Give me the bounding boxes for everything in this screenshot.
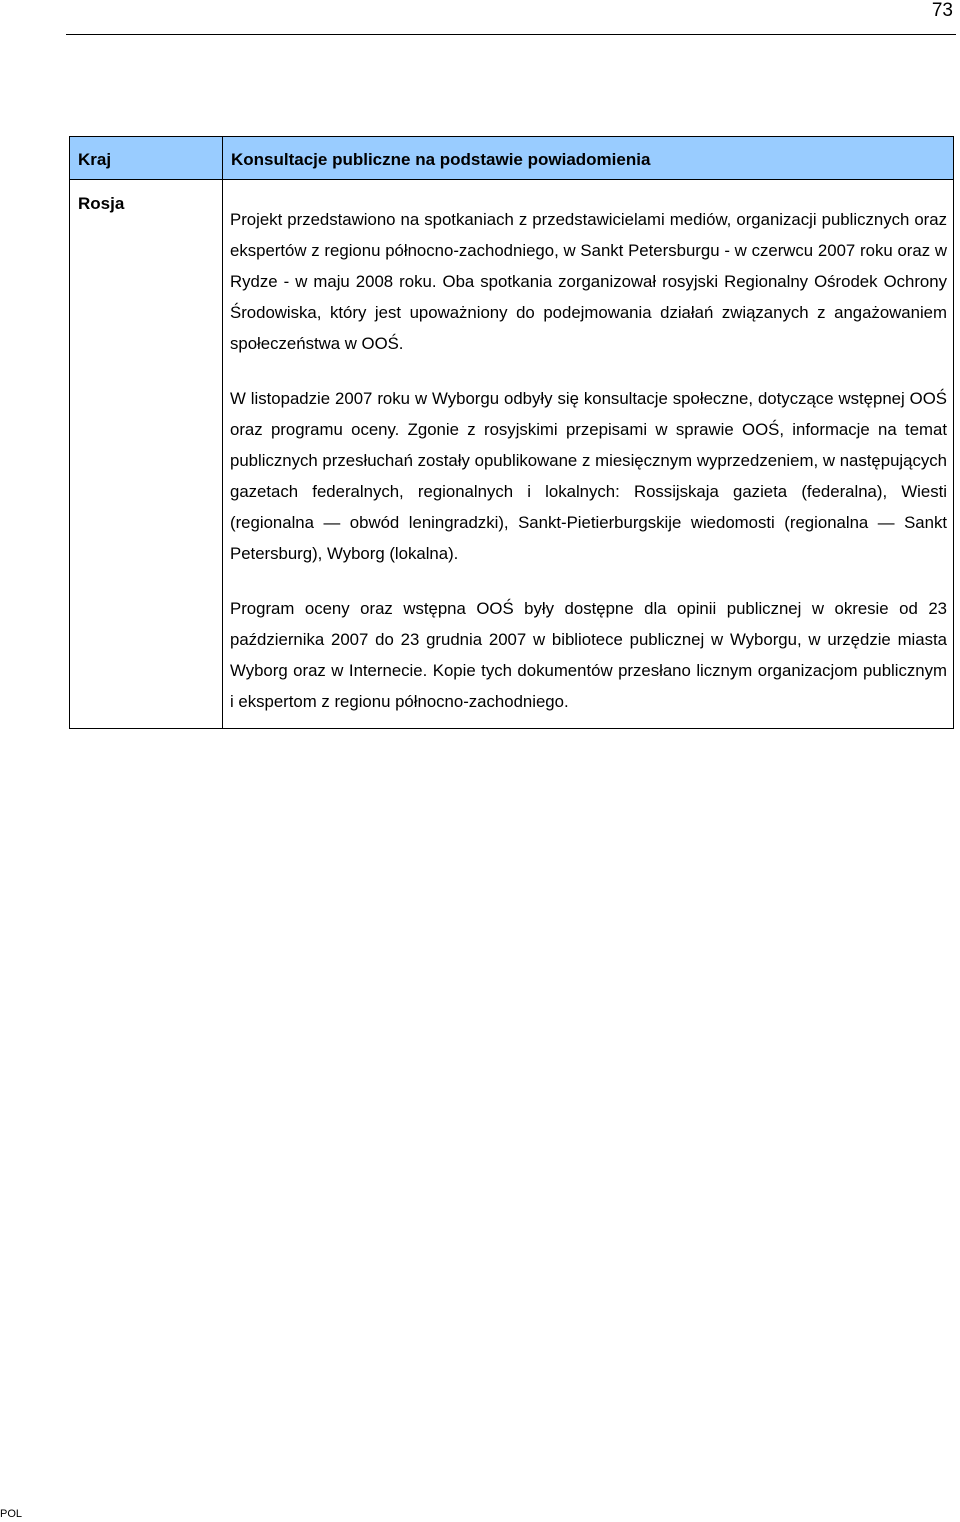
country-cell: Rosja [70, 180, 223, 729]
table-header-row [70, 137, 954, 180]
consultation-table [69, 136, 954, 729]
header-country: Kraj [70, 137, 223, 180]
header-consultations: Konsultacje publiczne na podstawie powiadomienia [223, 137, 954, 180]
header-rule [66, 34, 956, 35]
consultation-content-cell [223, 180, 954, 729]
paragraph-document-availability: Program oceny oraz wstępna OOŚ były dostępne dla opinii publicznej w okresie od 23 października 2007 do 23 grudnia 2007 w bibliotece publicznej w Wyborgu, w urzędzie miasta Wyborg oraz w Internecie. Kopie tych dokumentów przesłano licznym organizacjom publicznym i ekspertom z regionu północno-zachodniego. [230, 599, 947, 711]
footer-language-label: POL [0, 1508, 23, 1520]
page-number: 73 [931, 0, 953, 21]
paragraph-vyborg-consultations: W listopadzie 2007 roku w Wyborgu odbyły się konsultacje społeczne, dotyczące wstępnej OOŚ oraz programu oceny. Zgonie z rosyjskimi przepisami w sprawie OOŚ, informacje na temat publicznych przesłuchań zostały opublikowane z miesięcznym wyprzedzeniem, w następujących gazetach federalnych, regionalnych i lokalnych: Rossijskaja gazieta (federalna), Wiesti (regionalna — obwód leningradzki), Sankt-Pietierburgskije wiedomosti (regionalna — Sankt Petersburg), Wyborg (lokalna). [230, 389, 947, 563]
paragraph-meetings: Projekt przedstawiono na spotkaniach z przedstawicielami mediów, organizacji publicznych oraz ekspertów z regionu północno-zachodniego, w Sankt Petersburgu - w czerwcu 2007 roku oraz w Rydze - w maju 2008 roku. Oba spotkania zorganizował rosyjski Regionalny Ośrodek Ochrony Środowiska, który jest upoważniony do podejmowania działań związanych z angażowaniem społeczeństwa w OOŚ. [230, 210, 947, 353]
table-row [70, 180, 954, 729]
